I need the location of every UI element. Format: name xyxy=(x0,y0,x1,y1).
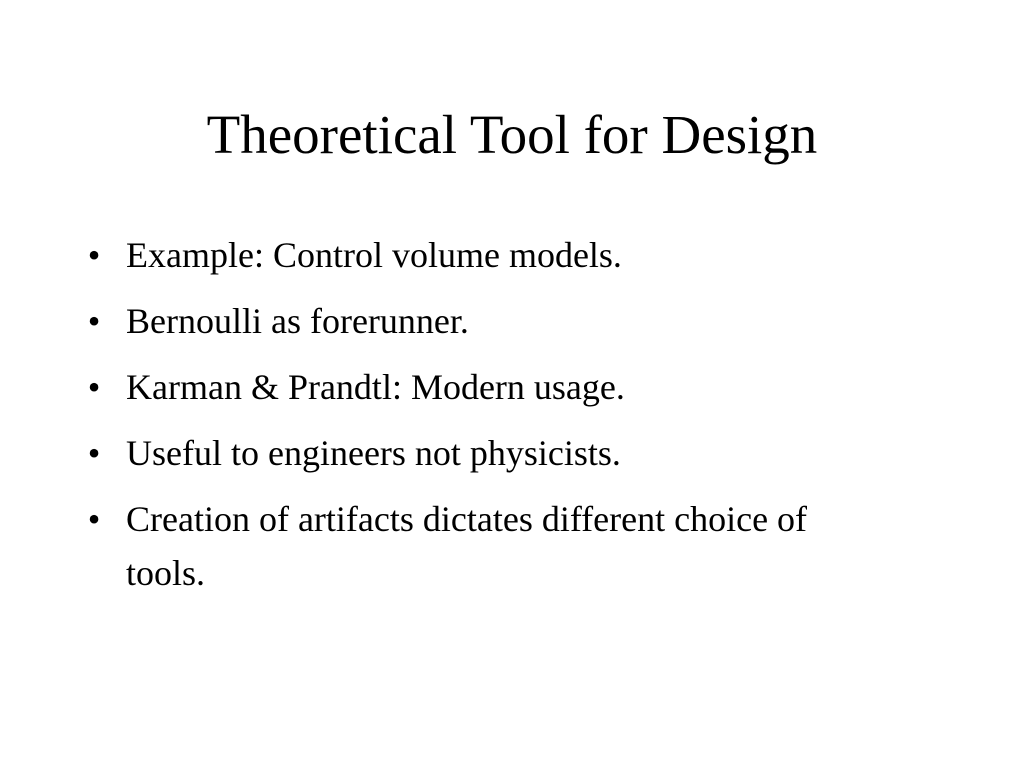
slide-title: Theoretical Tool for Design xyxy=(206,104,818,165)
bullet-text: Karman & Prandtl: Modern usage. xyxy=(126,367,625,407)
bullet-item xyxy=(84,294,844,348)
bullet-icon: • xyxy=(87,367,101,407)
bullet-icon: • xyxy=(87,499,101,539)
bullet-item xyxy=(84,426,844,480)
bullet-item xyxy=(84,228,844,282)
bullet-item xyxy=(84,360,844,414)
bullet-text: Creation of artifacts dictates different choice of tools. xyxy=(126,499,808,593)
bullet-icon: • xyxy=(87,301,101,341)
bullet-icon: • xyxy=(87,235,101,275)
bullet-text: Example: Control volume models. xyxy=(126,235,622,275)
bullet-text: Useful to engineers not physicists. xyxy=(126,433,621,473)
bullet-icon: • xyxy=(87,433,101,473)
bullet-list xyxy=(84,228,844,612)
bullet-item xyxy=(84,492,844,600)
bullet-text: Bernoulli as forerunner. xyxy=(126,301,469,341)
